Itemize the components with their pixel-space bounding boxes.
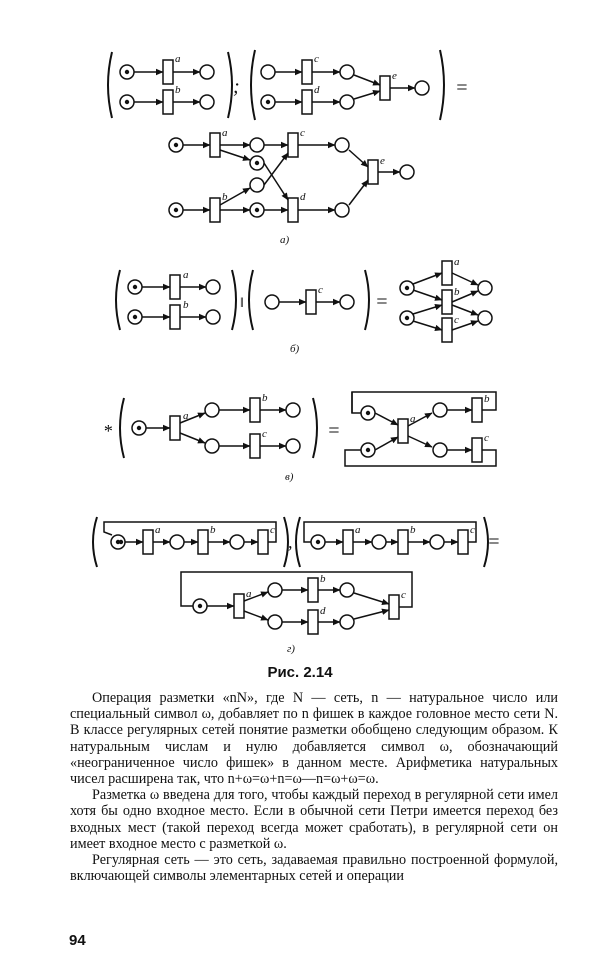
transition <box>302 90 312 114</box>
transition <box>250 434 260 458</box>
place <box>286 403 300 417</box>
token <box>405 286 409 290</box>
arc <box>244 611 268 620</box>
token <box>316 540 320 544</box>
place <box>433 443 447 457</box>
place <box>340 65 354 79</box>
transition <box>258 530 268 554</box>
transition <box>250 398 260 422</box>
transition-label-c: c <box>314 53 319 65</box>
iteration-operator: * <box>103 421 112 441</box>
transition <box>198 530 208 554</box>
transition <box>458 530 468 554</box>
token <box>125 100 129 104</box>
transition-label-a: a <box>355 524 361 536</box>
loop-arc-d2 <box>304 522 476 542</box>
token <box>366 448 370 452</box>
transition <box>442 318 452 342</box>
arc <box>413 290 442 300</box>
arc <box>354 610 389 619</box>
equals-operator-b: = <box>375 291 389 313</box>
transition-label-c: c <box>300 127 305 139</box>
transition-label-a: a <box>155 524 161 536</box>
left-paren <box>93 517 97 567</box>
transition <box>472 438 482 462</box>
token <box>405 316 409 320</box>
transition-label-a: a <box>175 53 181 65</box>
panel-label-b: б) <box>290 343 300 355</box>
place <box>170 535 184 549</box>
transition-label-b: b <box>454 286 460 298</box>
transition-label-c: c <box>270 524 275 536</box>
transition-label-b: b <box>320 573 326 585</box>
transition <box>398 419 408 443</box>
transition-label-c: c <box>484 432 489 444</box>
left-paren <box>296 517 300 567</box>
left-paren <box>108 52 112 118</box>
transition <box>170 305 180 329</box>
transition-label-c: c <box>454 314 459 326</box>
arc <box>354 75 380 85</box>
arc <box>413 305 442 314</box>
place <box>286 439 300 453</box>
loop-arc-d1 <box>104 522 276 542</box>
transition <box>288 133 298 157</box>
transition-label-b: b <box>222 191 228 203</box>
transition <box>163 60 173 84</box>
right-paren <box>232 270 236 330</box>
transition <box>234 594 244 618</box>
parallel-operator: ‖ <box>240 296 244 311</box>
transition-label-b: b <box>175 84 181 96</box>
place <box>268 615 282 629</box>
transition <box>389 595 399 619</box>
arc <box>375 437 398 450</box>
place <box>372 535 386 549</box>
paragraph-omega-marking: Разметка ω введена для того, чтобы каждый переход в регулярной сети имел хотя бы одно входное место. Если в обычной сети Петри имеется переход без входных мест (такой переход всегда может сработать), в регулярной сети он имеет входное место с разметкой ω. <box>70 787 558 852</box>
arc <box>349 180 368 205</box>
transition-label-e: e <box>392 70 397 82</box>
transition <box>170 275 180 299</box>
transition-label-d: d <box>320 605 326 617</box>
place <box>206 310 220 324</box>
transition-label-b: b <box>484 393 490 405</box>
equals-operator: = <box>455 77 469 99</box>
arc <box>452 273 478 285</box>
token <box>366 411 370 415</box>
place <box>335 203 349 217</box>
arc <box>354 91 380 99</box>
place <box>200 95 214 109</box>
transition <box>163 90 173 114</box>
transition <box>308 578 318 602</box>
equals-operator-c: = <box>327 420 341 442</box>
transition-label-e: e <box>380 155 385 167</box>
transition <box>442 290 452 314</box>
token <box>119 540 123 544</box>
place <box>433 403 447 417</box>
place <box>335 138 349 152</box>
paragraph-marking-operation: Операция разметки «nN», где N — сеть, n — натуральное число или специальный символ ω, добавляет по n фишек в каждое головное место сети N. В классе регулярных сетей понятие разметки обобщено следующим образом. К натуральным числам и нулю добавляется символ ω, обозначающий «неограниченное число фишек» в данном месте. Арифметика натуральных чисел расширена так, что n+ω=ω+n=ω—n=ω+ω=ω. <box>70 690 558 788</box>
left-paren <box>249 270 253 330</box>
transition <box>343 530 353 554</box>
transition-label-b: b <box>410 524 416 536</box>
transition <box>210 198 220 222</box>
arc <box>408 436 432 447</box>
token <box>266 100 270 104</box>
transition <box>306 290 316 314</box>
place <box>400 165 414 179</box>
left-paren <box>120 398 124 458</box>
token <box>133 285 137 289</box>
place <box>340 615 354 629</box>
equals-operator-d: = <box>487 531 501 553</box>
token <box>125 70 129 74</box>
page-number: 94 <box>69 932 86 949</box>
place <box>265 295 279 309</box>
arc <box>413 273 442 284</box>
token <box>198 604 202 608</box>
figure-caption: Рис. 2.14 <box>267 664 333 681</box>
transition <box>368 160 378 184</box>
panel-label-c: в) <box>285 471 294 483</box>
transition-label-a: a <box>246 588 252 600</box>
transition-label-d: d <box>314 84 320 96</box>
arc <box>354 593 389 604</box>
place <box>340 583 354 597</box>
token <box>255 161 259 165</box>
place <box>250 178 264 192</box>
place <box>261 65 275 79</box>
transition <box>398 530 408 554</box>
comma-operator: , <box>288 532 293 552</box>
sequence-operator: ; <box>233 76 240 98</box>
place <box>250 138 264 152</box>
arc <box>413 321 442 330</box>
arc <box>180 433 205 443</box>
place <box>205 403 219 417</box>
place <box>478 281 492 295</box>
transition-label-c: c <box>470 524 475 536</box>
transition-label-b: b <box>183 299 189 311</box>
right-paren <box>365 270 369 330</box>
place <box>205 439 219 453</box>
transition-label-c: c <box>318 284 323 296</box>
left-paren <box>116 270 120 330</box>
transition-label-d: d <box>300 191 306 203</box>
transition <box>472 398 482 422</box>
body-text <box>70 690 558 884</box>
place <box>230 535 244 549</box>
token <box>255 208 259 212</box>
transition <box>143 530 153 554</box>
place <box>478 311 492 325</box>
token <box>174 208 178 212</box>
transition-label-c: c <box>262 428 267 440</box>
place <box>206 280 220 294</box>
arc <box>349 150 368 167</box>
arc <box>220 150 250 160</box>
right-paren <box>440 50 444 120</box>
transition <box>308 610 318 634</box>
place <box>200 65 214 79</box>
token <box>137 426 141 430</box>
place <box>415 81 429 95</box>
place <box>268 583 282 597</box>
panel-label-d: г) <box>287 643 295 655</box>
transition <box>380 76 390 100</box>
place <box>340 95 354 109</box>
transition <box>210 133 220 157</box>
transition-label-c: c <box>401 589 406 601</box>
transition-label-a: a <box>454 256 460 268</box>
transition-label-b: b <box>210 524 216 536</box>
token <box>174 143 178 147</box>
transition <box>170 416 180 440</box>
panel-label-a: а) <box>280 234 290 246</box>
transition-label-b: b <box>262 392 268 404</box>
place <box>340 295 354 309</box>
transition <box>302 60 312 84</box>
transition-label-a: a <box>183 269 189 281</box>
arc <box>375 413 398 425</box>
transition-label-a: a <box>222 127 228 139</box>
token <box>133 315 137 319</box>
right-paren <box>228 52 232 118</box>
transition <box>442 261 452 285</box>
right-paren <box>313 398 317 458</box>
place <box>430 535 444 549</box>
left-paren <box>251 50 255 120</box>
transition-label-a: a <box>410 413 416 425</box>
transition <box>288 198 298 222</box>
transition-label-a: a <box>183 410 189 422</box>
paragraph-regular-net: Регулярная сеть — это сеть, задаваемая правильно построенной формулой, включающей символы элементарных сетей и операции <box>70 852 558 885</box>
